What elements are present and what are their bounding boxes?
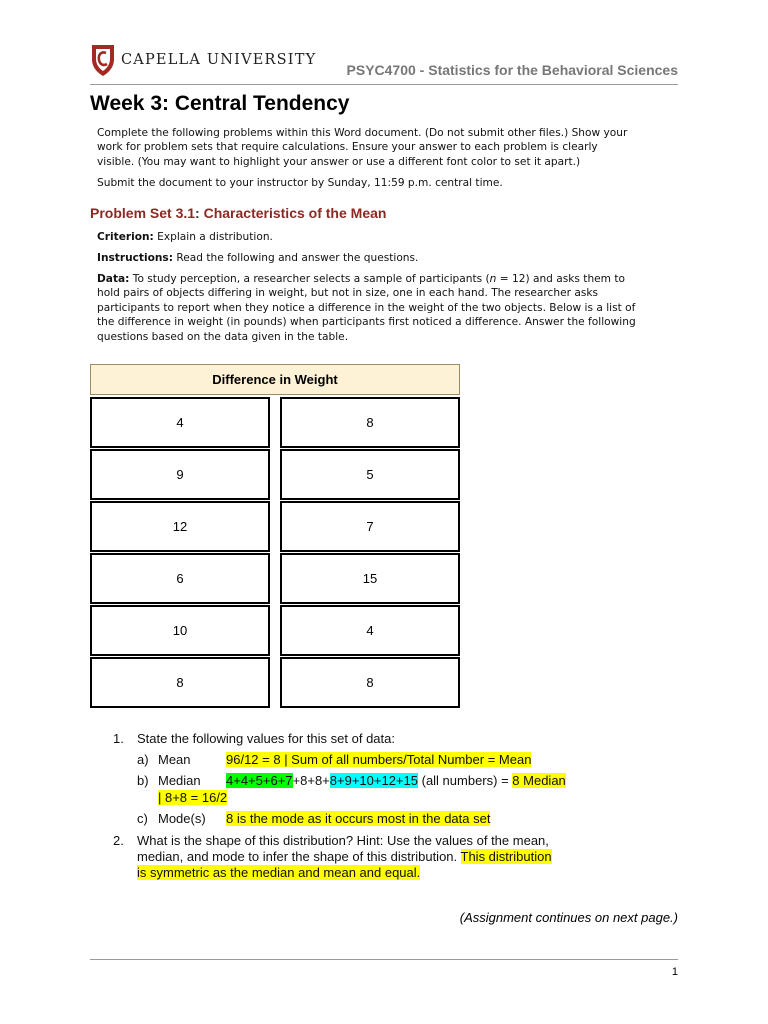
submit-instruction: Submit the document to your instructor by Sunday, 11:59 p.m. central time. [97,177,503,189]
course-title: PSYC4700 - Statistics for the Behavioral Sciences [346,62,678,78]
q1c-answer: 8 is the mode as it occurs most in the data set [226,811,491,826]
table-cell: 4 [280,605,460,656]
criterion-line: Criterion: Explain a distribution. [97,231,273,243]
table-cell: 10 [90,605,270,656]
university-name: CAPELLA UNIVERSITY [121,52,317,68]
q1c-name: Mode(s) [158,811,206,826]
table-cell: 15 [280,553,460,604]
q1c-label: c) [137,811,148,826]
capella-shield-logo [90,43,116,77]
table-cell: 7 [280,501,460,552]
table-cell: 8 [280,397,460,448]
table-header: Difference in Weight [90,364,460,395]
q1a-name: Mean [158,752,191,767]
q2-text: What is the shape of this distribution? Hint: Use the values of the mean, median, and mode to infer the shape of this distribution. This distribution is symmetric as the median and mean and equal. [137,833,552,880]
footer-divider [90,959,678,960]
header-divider [90,84,678,85]
intro-paragraph: Complete the following problems within this Word document. (Do not submit other files.) Show your work for problem sets that require calculations. Ensure your answer to each problem is clearly visible. (You may want to highlight your answer or use a different font color to set it apart.) [97,127,628,168]
page-number: 1 [671,966,678,978]
q1b-name: Median [158,773,201,788]
table-cell: 4 [90,397,270,448]
q1-number: 1. [113,731,124,746]
table-cell: 6 [90,553,270,604]
table-cell: 8 [280,657,460,708]
page-title: Week 3: Central Tendency [90,92,350,115]
data-paragraph: Data: To study perception, a researcher selects a sample of participants (n = 12) and asks them to hold pairs of objects differing in weight, but not in size, one in each hand. The researcher asks participants to report when they notice a difference in the weight of the two objects. Below is a list of the difference in weight (in pounds) when participants first noticed a difference. Answer the following questions based on the data given in the table. [97,273,636,343]
instructions-line: Instructions: Read the following and answer the questions. [97,252,419,264]
q1b-answer-continued: | 8+8 = 16/2 [158,790,228,805]
table-cell: 5 [280,449,460,500]
q1a-label: a) [137,752,149,767]
q1a-answer: 96/12 = 8 | Sum of all numbers/Total Number = Mean [226,752,532,767]
table-cell: 9 [90,449,270,500]
q1-text: State the following values for this set of data: [137,731,395,746]
q2-number: 2. [113,833,124,848]
problem-set-title: Problem Set 3.1: Characteristics of the Mean [90,205,387,221]
table-cell: 8 [90,657,270,708]
continuation-note: (Assignment continues on next page.) [459,910,678,925]
q1b-answer: 4+4+5+6+7+8+8+8+9+10+12+15 (all numbers) = 8 Median [226,773,566,788]
table-cell: 12 [90,501,270,552]
q1b-label: b) [137,773,149,788]
